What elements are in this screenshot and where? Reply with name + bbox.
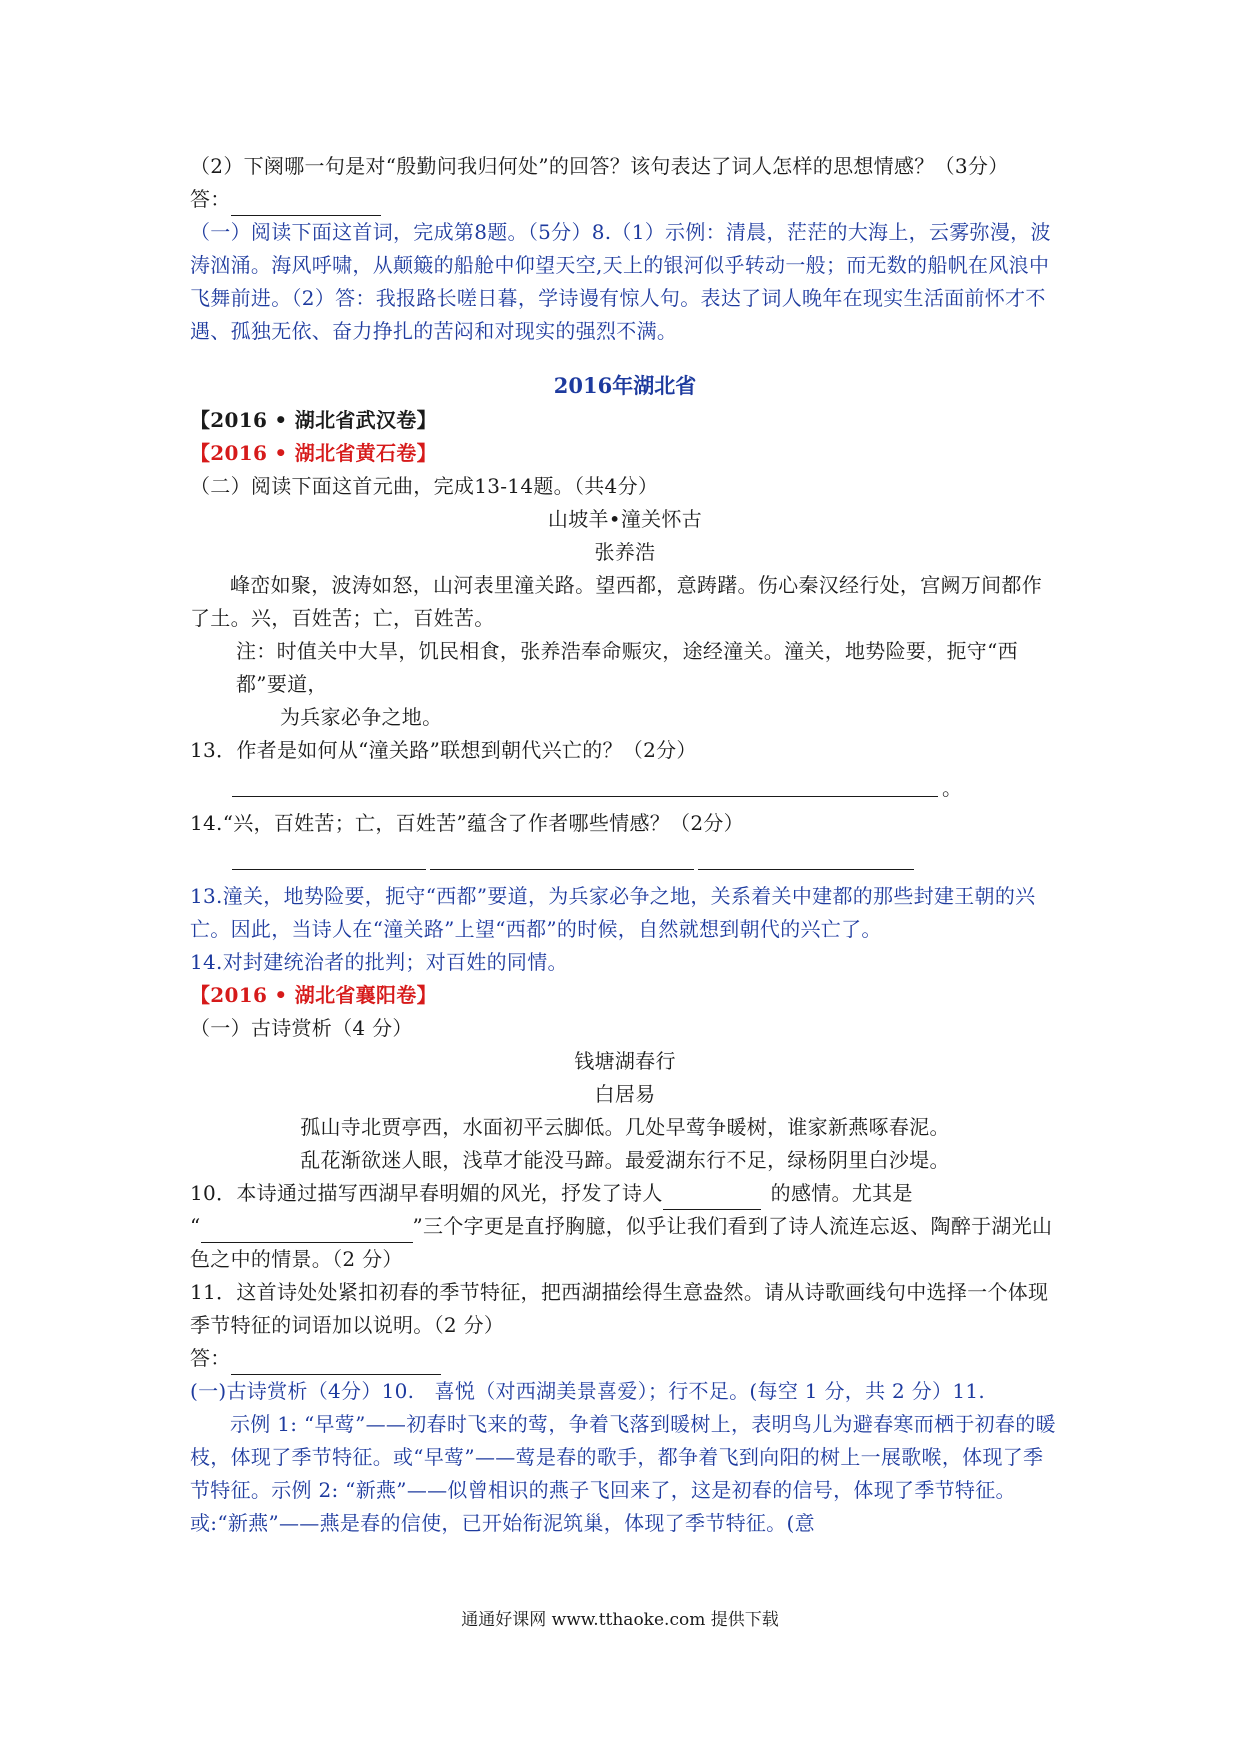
question-13: 13．作者是如何从“潼关路”联想到朝代兴亡的？（2分） (190, 738, 697, 762)
answer-13: 13.潼关，地势险要，扼守“西都”要道，为兵家必争之地，关系着关中建都的那些封建王朝的兴亡。因此，当诗人在“潼关路”上望“西都”的时候，自然就想到朝代的兴亡了。 (190, 884, 1036, 941)
section-title: 2016年湖北省 (553, 373, 697, 398)
q2-answer-line (190, 183, 1060, 216)
q10-text-a: 10．本诗通过描写西湖早春明媚的风光，抒发了诗人 (190, 1181, 663, 1205)
q14-answer-line[interactable] (232, 846, 1060, 874)
q13-blank[interactable] (232, 796, 938, 797)
poem-text: 峰峦如聚，波涛如怒，山河表里潼关路。望西都，意踌躇。伤心秦汉经行处，宫阙万间都作了土。兴，百姓苦；亡，百姓苦。 (190, 573, 1042, 630)
q13-answer-line[interactable] (232, 773, 1060, 801)
huangshi-heading: 【2016 • 湖北省黄石卷】 (190, 441, 437, 465)
q13-period: 。 (942, 776, 962, 800)
q10-text-b: 的感情。尤其是 (770, 1181, 913, 1205)
q10-blank-1[interactable] (663, 1187, 761, 1210)
answer-block-1: （一）阅读下面这首词，完成第8题。（5分）8.（1）示例：清晨，茫茫的大海上，云雾弥漫，波涛汹涌。海风呼啸，从颠簸的船舱中仰望天空,天上的银河似乎转动一般；而无数的船帆在风浪中飞舞前进。（2）答：我报路长嗟日暮，学诗谩有惊人句。表达了词人晚年在现实生活面前怀才不遇、孤独无依、奋力挣扎的苦闷和对现实的强烈不满。 (190, 220, 1051, 343)
xy-poem-line-1: 孤山寺北贾亭西，水面初平云脚低。几处早莺争暖树，谁家新燕啄春泥。 (300, 1115, 950, 1139)
q14-blank-1[interactable] (232, 869, 426, 870)
xy-answer-1: (一)古诗赏析（4分）10. 喜悦（对西湖美景喜爱）；行不足。(每空 1 分，共 2 分）11. (190, 1379, 986, 1403)
question-14: 14.“兴，百姓苦；亡，百姓苦”蕴含了作者哪些情感？（2分） (190, 811, 744, 835)
poem-note-text: 注：时值关中大旱，饥民相食，张养浩奉命赈灾，途经潼关。潼关，地势险要，扼守“西都”要道， (236, 639, 1018, 696)
q14-blank-3[interactable] (698, 869, 914, 870)
xy-poem-title: 钱塘湖春行 (574, 1049, 676, 1073)
q10-text-d: ”三个字更是直抒胸臆，似乎让我们看到了诗人流连忘返、陶醉于湖光山色之中的情景。（2 分） (190, 1214, 1053, 1271)
huangshi-intro: （二）阅读下面这首元曲，完成13-14题。（共4分） (190, 474, 659, 498)
wuhan-heading: 【2016 • 湖北省武汉卷】 (190, 408, 437, 432)
q2-question: （2）下阕哪一句是对“殷勤问我归何处”的回答？该句表达了词人怎样的思想情感？（3分） (190, 154, 1009, 178)
xy-poem-line-2: 乱花渐欲迷人眼，浅草才能没马蹄。最爱湖东行不足，绿杨阴里白沙堤。 (300, 1148, 950, 1172)
document-body (190, 150, 1060, 1540)
question-11: 11．这首诗处处紧扣初春的季节特征，把西湖描绘得生意盎然。请从诗歌画线句中选择一个体现季节特征的词语加以说明。（2 分） (190, 1280, 1049, 1337)
poem-title: 山坡羊•潼关怀古 (547, 507, 703, 531)
answer-14: 14.对封建统治者的批判；对百姓的同情。 (190, 950, 568, 974)
q11-blank[interactable] (231, 1352, 441, 1375)
poem-note (190, 635, 1060, 701)
question-10 (190, 1177, 1060, 1276)
page-footer: 通通好课网 www.tthaoke.com 提供下载 (461, 1610, 779, 1630)
answer-label: 答： (190, 187, 231, 211)
answer-blank[interactable] (231, 193, 381, 216)
q14-blank-2[interactable] (430, 869, 694, 870)
xy-answer-2: 示例 1: “早莺”——初春时飞来的莺，争着飞落到暖树上，表明鸟儿为避春寒而栖于初春的暖枝，体现了季节特征。或“早莺”——莺是春的歌手，都争着飞到向阳的树上一展歌喉，体现了季节特征。示例 2: “新燕”——似曾相识的燕子飞回来了，这是初春的信号，体现了季节特征。 或:“新燕”——燕是春的信使，已开始衔泥筑巢，体现了季节特征。(意 (190, 1412, 1056, 1535)
xiangyang-intro: （一）古诗赏析（4 分） (190, 1016, 413, 1040)
xy-poem-author: 白居易 (594, 1082, 656, 1106)
poem-author: 张养浩 (594, 540, 656, 564)
q11-answer-line (190, 1342, 1060, 1375)
poem-note-cont: 为兵家必争之地。 (280, 705, 443, 729)
q10-blank-2[interactable] (201, 1220, 413, 1243)
answer-label: 答： (190, 1346, 231, 1370)
xiangyang-heading: 【2016 • 湖北省襄阳卷】 (190, 983, 437, 1007)
q10-quote-open: “ (190, 1214, 201, 1238)
